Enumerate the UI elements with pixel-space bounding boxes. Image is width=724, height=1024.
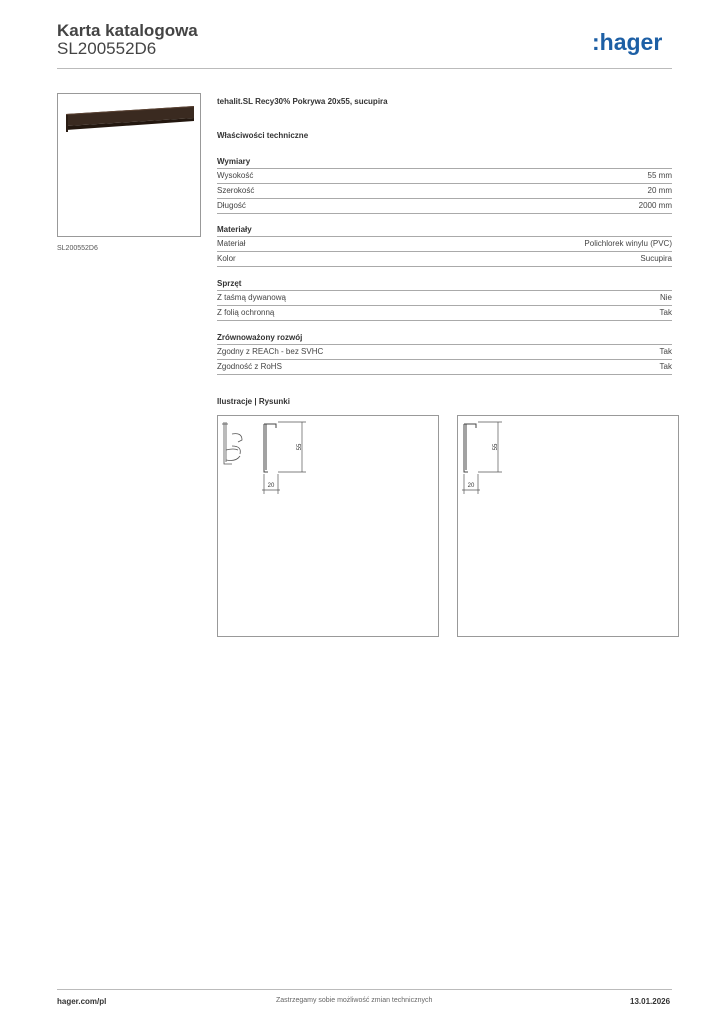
spec-row [217, 252, 672, 267]
height-dimension-label: 55 [493, 443, 499, 451]
spec-row [217, 360, 672, 375]
spec-value: Nie [659, 293, 672, 302]
logo-text: :hager [592, 29, 663, 55]
spec-label: Zgodność z RoHS [217, 362, 282, 371]
header-divider [57, 68, 672, 69]
group-title: Sprzęt [217, 277, 672, 291]
hager-logo [592, 29, 676, 57]
product-image [58, 94, 200, 236]
profile-sketch [222, 422, 242, 464]
footer-disclaimer: Zastrzegamy sobie możliwość zmian technicznych [276, 997, 433, 1004]
spec-value: Polichlorek winylu (PVC) [584, 239, 672, 248]
footer-date: 13.01.2026 [630, 997, 671, 1006]
spec-value: 55 mm [647, 171, 672, 180]
group-title: Wymiary [217, 155, 672, 169]
document-title: Karta katalogowa [57, 21, 198, 40]
drawing-svg [458, 416, 678, 636]
spec-label: Wysokość [217, 171, 254, 180]
width-dimension-label: 20 [267, 483, 275, 489]
group-title: Zrównoważony rozwój [217, 331, 672, 345]
group-equipment [217, 277, 672, 321]
spec-value: Tak [659, 308, 672, 317]
spec-value: Tak [659, 347, 672, 356]
section-profile [464, 424, 476, 472]
group-dimensions [217, 155, 672, 214]
height-dimension-label: 55 [297, 443, 303, 451]
spec-value: Tak [659, 362, 672, 371]
spec-label: Długość [217, 201, 246, 210]
spec-row [217, 291, 672, 306]
group-materials [217, 223, 672, 267]
product-image-caption: SL200552D6 [57, 245, 98, 252]
spec-label: Materiał [217, 239, 246, 248]
spec-label: Z folią ochronną [217, 308, 275, 317]
spec-row [217, 345, 672, 360]
spec-value: Sucupira [640, 254, 672, 263]
illustrations-heading: Ilustracje | Rysunki [217, 397, 290, 406]
spec-value: 2000 mm [638, 201, 672, 210]
spec-label: Szerokość [217, 186, 255, 195]
product-image-frame [57, 93, 201, 237]
spec-label: Kolor [217, 254, 236, 263]
footer-website-link[interactable]: hager.com/pl [57, 997, 107, 1006]
spec-label: Z taśmą dywanową [217, 293, 286, 302]
section-profile [264, 424, 276, 472]
tech-properties-heading: Właściwości techniczne [217, 131, 309, 140]
spec-row [217, 199, 672, 214]
product-code: SL200552D6 [57, 39, 157, 58]
footer-divider [57, 989, 672, 990]
technical-drawing-1 [217, 415, 439, 637]
spec-value: 20 mm [647, 186, 672, 195]
width-dimension-label: 20 [467, 483, 475, 489]
drawing-svg [218, 416, 438, 636]
spec-label: Zgodny z REACh - bez SVHC [217, 347, 324, 356]
spec-row [217, 184, 672, 199]
product-name: tehalit.SL Recy30% Pokrywa 20x55, sucupira [217, 97, 388, 106]
spec-row [217, 237, 672, 252]
spec-row [217, 306, 672, 321]
spec-row [217, 169, 672, 184]
group-sustainability [217, 331, 672, 375]
technical-drawing-2 [457, 415, 679, 637]
group-title: Materiały [217, 223, 672, 237]
